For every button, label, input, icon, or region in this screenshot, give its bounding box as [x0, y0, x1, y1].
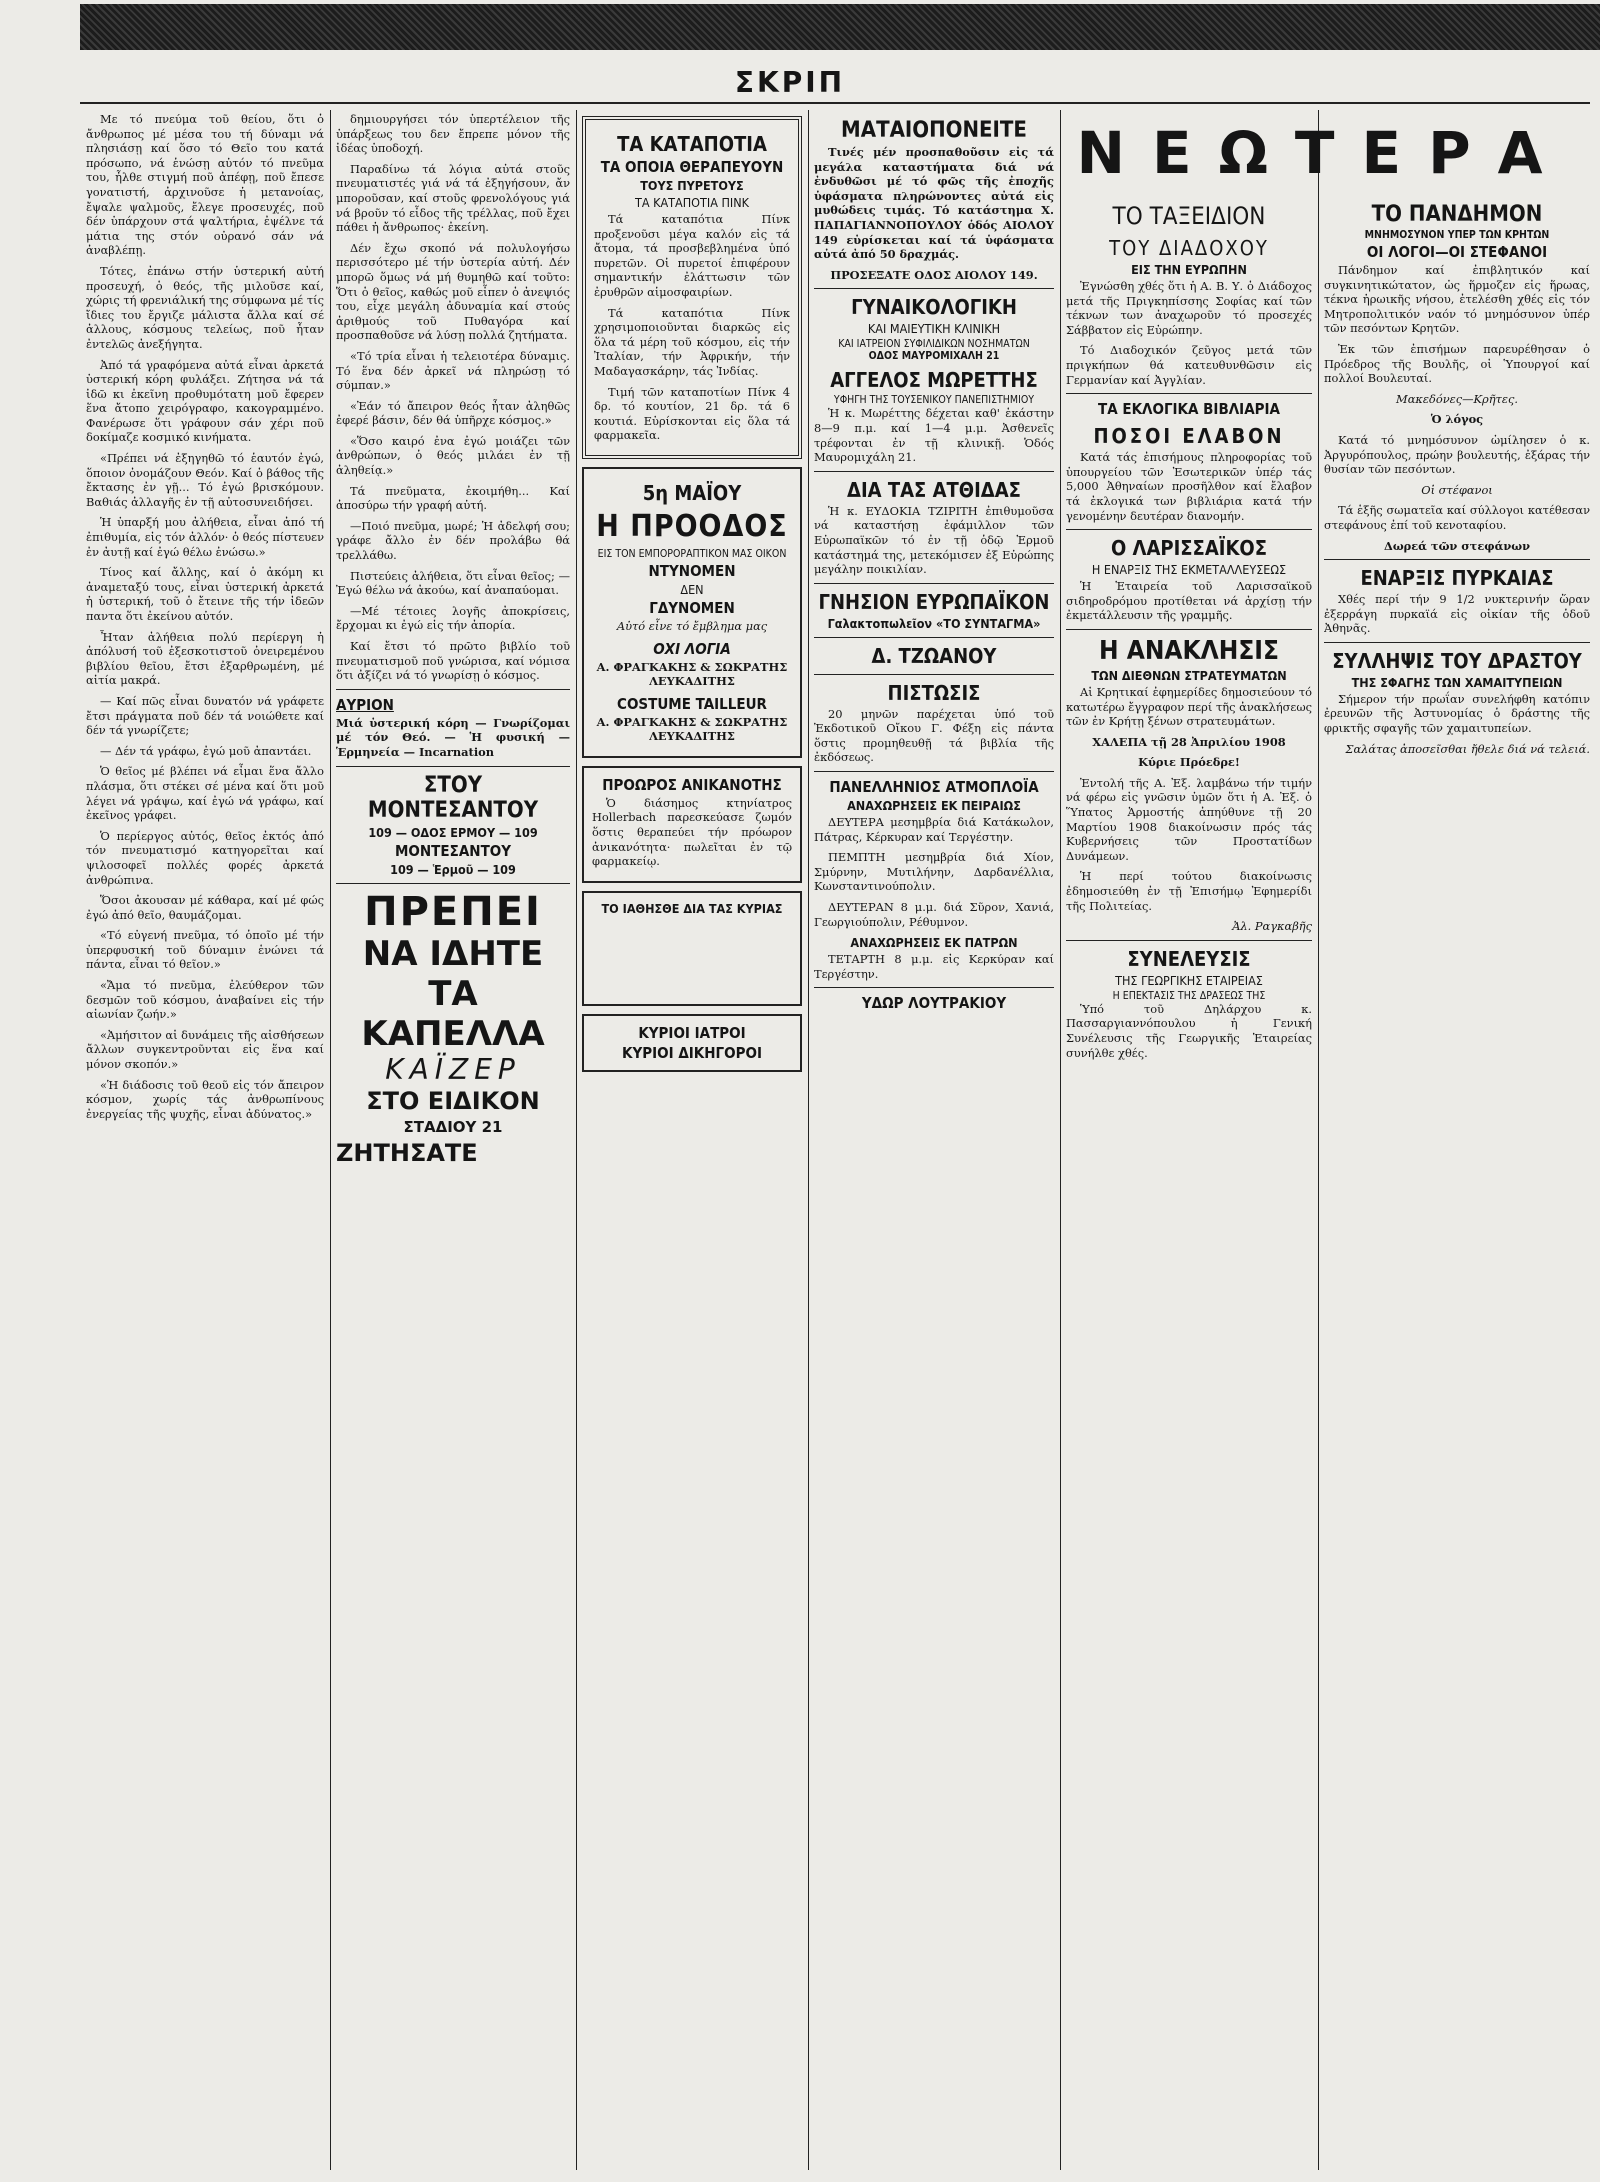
section-heading: ΥΔΩΡ ΛΟΥΤΡΑΚΙΟΥ: [861, 994, 1007, 1013]
article-paragraph: Πιστεύεις ἀλήθεια, ὅτι εἶναι θεῖος; — Ἐγώ θέλω νά ἀκούω, καί ἀναπαύομαι.: [336, 568, 570, 598]
ad-paragraph: Τά καταπότια Πίνκ χρησιμοποιοῦνται διαρκῶς εἰς ὅλα τά μέρη τοῦ κόσμου, εἰς τήν Ἰταλίαν, τήν Ἀφρικήν, τήν Μαδαγασκάρην, τάς Ἰνδίας.: [594, 305, 790, 378]
article-subheading: ΜΝΗΜΟΣΥΝΟΝ ΥΠΕΡ ΤΩΝ ΚΡΗΤΩΝ: [1364, 229, 1550, 241]
katapotia-ad: [582, 116, 802, 459]
ad-paragraph: Ἡ κ. Μωρέττης δέχεται καθ' ἑκάστην 8—9 π.μ. καί 1—4 μ.μ. Ἀσθενεῖς τρέφονται ἐν τῇ κλινικῇ. Ὁδός Μαυρομιχάλη 21.: [814, 406, 1054, 465]
article-heading: ΤΑ ΕΚΛΟΓΙΚΑ ΒΙΒΛΙΑΡΙΑ: [1098, 400, 1280, 419]
ad-paragraph: Τά καταπότια Πίνκ προξενοῦσι μέγα καλόν εἰς τά ἄτομα, τά προσβεβλημένα ὑπό πυρετῶν. Οἱ πυρετοί ἐπιφέρουν σημαντικήν ἐλάττωσιν τῶν ἐρυθρῶν αἱμοσφαιρίων.: [594, 212, 790, 299]
section-subheading: Γαλακτοπωλεῖον «ΤΟ ΣΥΝΤΑΓΜΑ»: [827, 615, 1041, 631]
article-subheading: ΤΩΝ ΔΙΕΘΝΩΝ ΣΤΡΑΤΕΥΜΑΤΩΝ: [1091, 667, 1287, 683]
dateline: ΧΑΛΕΠΑ τῇ 28 Ἀπριλίου 1908: [1092, 734, 1286, 749]
ad-line: ΝΑ ΙΔΗΤΕ: [362, 933, 544, 974]
section-subheading: ΟΔΟΣ ΜΑΥΡΟΜΙΧΑΛΗ 21: [868, 350, 1000, 363]
article-paragraph: Ἡ περί τούτου διακοίνωσις ἐδημοσιεύθη ἐν τῇ Ἐπισήμῳ Ἐφημερίδι τῆς Πολιτείας.: [1066, 869, 1312, 913]
ad-paragraph: 20 μηνῶν παρέχεται ὑπό τοῦ Ἐκδοτικοῦ Οἴκου Γ. Φέξη εἰς πάντα ὅστις προμηθευθῇ τά βιβλία τῆς ἐκδόσεως.: [814, 706, 1054, 765]
section-subheading: ΑΝΑΧΩΡΗΣΕΙΣ ΕΚ ΠΕΙΡΑΙΩΣ: [847, 798, 1021, 814]
article-paragraph: Ἡ Ἑταιρεία τοῦ Λαρισσαϊκοῦ σιδηροδρόμου προτίθεται νά ἀρχίσῃ τήν ἐκμετάλλευσιν τῆς γραμμῆς.: [1066, 579, 1312, 623]
article-paragraph: Κατά τάς ἐπισήμους πληροφορίας τοῦ ὑπουργείου τῶν Ἐσωτερικῶν ὑπέρ τάς 5,000 Ἀθηναίων προσῆλθον καί ἔλαβον τά ἐκλογικά των βιβλιάρια κατά τήν γενομένην δευτέραν διανομήν.: [1066, 450, 1312, 523]
column-5: [1066, 196, 1312, 2168]
ad-text: ΠΡΟΣΕΞΑΤΕ ΟΔΟΣ ΑΙΟΛΟΥ 149.: [830, 267, 1038, 282]
article-paragraph: Ἐκ τῶν ἐπισήμων παρευρέθησαν ὁ Πρόεδρος τῆς Βουλῆς, οἱ Ὑπουργοί καί πολλοί Βουλευταί.: [1324, 341, 1590, 386]
article-paragraph: Τά πνεῦματα, ἐκοιμήθη... Καί ἀποσύρω τήν γραφή αὐτή.: [336, 483, 570, 513]
ad-ermou: 109 — ΟΔΟΣ ΕΡΜΟΥ — 109: [368, 824, 538, 840]
divider: [1066, 393, 1312, 394]
ad-paragraph: Ἡ κ. ΕΥΔΟΚΙΑ ΤΖΙΡΙΤΗ ἐπιθυμοῦσα νά καταστήσῃ ἐφάμιλλον τῶν Εὐρωπαϊκῶν τό ἐν τῇ ὁδῷ Ἑρμοῦ κατάστημά της, μετεκόμισεν ἐξ Εὐρώπης μεγάλην ποικιλίαν.: [814, 503, 1054, 577]
masthead: ΣΚΡΙΠ: [734, 66, 846, 99]
column-3: [582, 112, 802, 2168]
article-subheading: ΤΗΣ ΓΕΩΡΓΙΚΗΣ ΕΤΑΙΡΕΙΑΣ: [1115, 972, 1263, 988]
column-2: [336, 112, 570, 2168]
ad-heading: 5η ΜΑΪΟΥ: [642, 480, 742, 505]
ad-heading: COSTUME TAILLEUR: [617, 694, 767, 713]
article-paragraph: «Ἀμήσιτον αἱ δυνάμεις τῆς αἰσθήσεων ἄλλων συγκεντροῦνται εἰς ἕνα καί μόνον σκοπόν.»: [86, 1027, 324, 1072]
ad-heading: ΤΑ ΚΑΤΑΠΟΤΙΑ: [617, 132, 767, 156]
divider: [336, 883, 570, 884]
ad-illustration: [592, 918, 792, 998]
article-heading: Ο ΛΑΡΙΣΣΑΪΚΟΣ: [1110, 536, 1267, 561]
article-subheading: Η ΕΠΕΚΤΑΣΙΣ ΤΗΣ ΔΡΑΣΕΩΣ ΤΗΣ: [1112, 989, 1266, 1002]
section-heading: ΔΙΑ ΤΑΣ ΑΤΘΙΔΑΣ: [847, 477, 1021, 502]
article-heading: ΠΟΣΟΙ ΕΛΑΒΟΝ: [1093, 424, 1285, 449]
proodos-ad: [582, 467, 802, 758]
article-tail: Σαλάτας ἀποσεῖσθαι ἤθελε διά νά τελειά.: [1345, 741, 1590, 756]
divider: [336, 766, 570, 767]
ad-heading: ΤΟΥΣ ΠΥΡΕΤΟΥΣ: [640, 178, 744, 193]
ad-heading: ΤΑ ΟΠΟΙΑ ΘΕΡΑΠΕΥΟΥΝ: [600, 158, 784, 176]
column-1: [86, 112, 324, 2168]
schedule-line: ΔΕΥΤΕΡΑΝ 8 μ.μ. διά Σῦρον, Χανιά, Γεωργιούπολιν, Ρέθυμνον.: [814, 900, 1054, 929]
iatroi-ad: [582, 1014, 802, 1072]
ad-heading: ΝΤΥΝΟΜΕΝ: [648, 561, 736, 580]
article-paragraph: Ἦταν ἀλήθεια πολύ περίεργη ἡ ἀπόλυσή τοῦ ἐξεσκοτιστοῦ ὀνειρεμένου βιβλίου θεῖου, ἔτσι ἐξαρθρωμένη, μέ αἰτία μακρά.: [86, 629, 324, 688]
subhead: Μακεδόνες—Κρῆτες.: [1396, 391, 1518, 406]
article-paragraph: Ὑπό τοῦ Δηλάρχου κ. Πασσαργιαννόπουλου ἡ Γενική Συνέλευσις τῆς Γεωργικῆς Ἑταιρείας συνήλθε χθές.: [1066, 1001, 1312, 1060]
ad-line: ΖΗΤΗΣΑΤΕ: [336, 1138, 478, 1167]
ad-ermou-2: 109 — Ἑρμοῦ — 109: [390, 861, 516, 877]
article-paragraph: Πάνδημον καί ἐπιβλητικόν καί συγκινητικώτατον, ὡς ἥρμοζεν εἰς ἥρωας, τέκνα ἡρωικῆς νήσου, ἐτελέσθη χθές εἰς τόν Μητροπολιτικόν ναόν τό μνημόσυνον ὑπέρ τῶν πεσόντων Κρητῶν.: [1324, 263, 1590, 336]
article-paragraph: Ὅσοι ἀκουσαν μέ κάθαρα, καί μέ φώς ἐγώ ἀπό θεῖο, θαυμάζομαι.: [86, 893, 324, 922]
section-heading: ΜΑΤΑΙΟΠΟΝΕΙΤΕ: [841, 118, 1027, 143]
ad-heading: ΚΥΡΙΟΙ ΔΙΚΗΓΟΡΟΙ: [622, 1043, 762, 1062]
article-paragraph: «Ἄμα τό πνεῦμα, ἐλεύθερον τῶν δεσμῶν τοῦ κόσμου, ἀναβαίνει εἰς τήν αἰωνίαν ζωήν.»: [86, 978, 324, 1022]
article-paragraph: Δέν ἔχω σκοπό νά πολυλογήσω περισσότερο μέ τήν ὑστερία αὐτή. Δέν μπορῶ ὅμως νά μή θυμηθῶ καί τοῦτο: Ὅτι ὁ θεῖος, καθώς μοῦ εἶπεν ὁ ἀνεψιός του, εἶχε μεγάλη ἀδυναμία καί στούς ἀριθμούς τοῦ Πυθαγόρα καί προσπαθοῦσε νά λύσῃ πολλά ζητήματα.: [336, 240, 570, 343]
ad-heading: ΤΑ ΚΑΤΑΠΟΤΙΑ ΠΙΝΚ: [634, 195, 750, 210]
ad-heading: ΟΧΙ ΛΟΓΙΑ: [653, 639, 731, 658]
article-paragraph: Ἐγνώσθη χθές ὅτι ἡ Α. Β. Υ. ὁ Διάδοχος μετά τῆς Πριγκηπίσσης Σοφίας καί τῶν τέκνων των ἀναχωροῦν τό προσεχές Σάββατον εἰς Εὐρώπην.: [1066, 279, 1312, 337]
doctor-name: ΑΓΓΕΛΟΣ ΜΩΡΕΤΤΗΣ: [830, 368, 1038, 393]
article-paragraph: Αἱ Κρητικαί ἐφημερίδες δημοσιεύουν τό κατωτέρω ἔγγραφον περί τῆς ἀνακλήσεως τῶν ἐν Κρήτῃ ξένων στρατευμάτων.: [1066, 684, 1312, 729]
divider: [336, 689, 570, 690]
ad-heading: ΠΡΟΩΡΟΣ ΑΝΙΚΑΝΟΤΗΣ: [602, 775, 782, 794]
article-heading: Η ΑΝΑΚΛΗΣΙΣ: [1099, 635, 1279, 666]
ad-heading: ΔΕΝ: [680, 581, 704, 597]
schedule-line: ΠΕΜΠΤΗ μεσημβρία διά Χίον, Σμύρνην, Μυτιλήνην, Δαρδανέλλια, Κωνσταντινούπολιν.: [814, 850, 1054, 894]
column-4: [814, 112, 1054, 2168]
schedule-line: ΔΕΥΤΕΡΑ μεσημβρία διά Κατάκωλον, Πάτρας, Κέρκυραν καί Τεργέστην.: [814, 815, 1054, 844]
article-heading: ΕΝΑΡΞΙΣ ΠΥΡΚΑΙΑΣ: [1360, 566, 1554, 591]
header-rule: [80, 102, 1590, 104]
subhead: Ὁ λόγος: [1430, 412, 1484, 427]
article-subheading: ΕΙΣ ΤΗΝ ΕΥΡΩΠΗΝ: [1131, 262, 1247, 277]
ad-line: ΣΤΑΔΙΟΥ 21: [403, 1117, 503, 1136]
article-paragraph: «Τό τρία εἶναι ἡ τελειοτέρα δύναμις. Τό ἕνα δέν ἀρκεῖ νά πληρώσῃ τό σύμπαν.»: [336, 348, 570, 393]
avrion-heading: ΑΥΡΙΟΝ: [336, 695, 394, 714]
divider: [814, 771, 1054, 772]
article-paragraph: Με τό πνεύμα τοῦ θείου, ὅτι ὁ ἄνθρωπος μέ μέσα του τή δύναμι νά πλησιάσῃ καί ὅσο τό Θεῖο του κατά πρόσωπο, νά ἑνώσῃ αὐτόν τό πνεῦμα του, ἦλθε στιγμή ποῦ ἀπέφῃ, ποῦ ἔπεσε γονατιστή, ἀρχινοῦσε ἡ μετανοίας, ἔψαλε ψαλμοῦς, ἔλεγε προσευχές, ποῦ δέν ὑπάρχουν στά ψαλτήρια, ἐψέλνε τά μάτια της στόν οὐρανό σάν νά ἀναβλέπῃ.: [86, 112, 324, 258]
article-paragraph: —Ποιό πνεῦμα, μωρέ; Ἡ ἀδελφή σου; γράφε ἄλλο ἐν δέν προλάβω θά τρελλάθω.: [336, 518, 570, 563]
ad-montesantou: ΣΤΟΥ ΜΟΝΤΕΣΑΝΤΟΥ: [367, 772, 539, 823]
section-heading: ΠΑΝΕΛΛΗΝΙΟΣ ΑΤΜΟΠΛΟΪΑ: [829, 778, 1039, 797]
ad-montesantou-2: ΜΟΝΤΕΣΑΝΤΟΥ: [394, 841, 512, 860]
article-paragraph: Σήμερον τήν πρωΐαν συνελήφθη κατόπιν ἐρευνῶν τῆς Ἀστυνομίας ὁ δράστης τῆς φρικτῆς σφαγῆς τῶν χαμαιτυπείων.: [1324, 691, 1590, 736]
article-paragraph: «Ἐάν τό ἄπειρον θεός ἦταν ἀληθῶς ἐφερέ βάσιν, δέν θά ὑπῆρχε κόσμος.»: [336, 398, 570, 428]
section-subheading: ΚΑΙ ΜΑΙΕΥΤΙΚΗ ΚΛΙΝΙΚΗ: [867, 321, 1001, 337]
article-subheading: ΟΙ ΛΟΓΟΙ—ΟΙ ΣΤΕΦΑΝΟΙ: [1366, 243, 1548, 261]
divider: [814, 674, 1054, 675]
ad-heading: ΕΙΣ ΤΟΝ ΕΜΠΟΡΟΡΑΠΤΙΚΟΝ ΜΑΣ ΟΙΚΟΝ: [597, 547, 787, 560]
kaizer-hat-ad: [336, 890, 570, 1168]
article-paragraph: Ὁ περίεργος αὐτός, θεῖος ἐκτός ἀπό τόν πνευματισμό κατηγορεῖται καί ψιλοσοφεῖ πολλές φορές ἀρκετά ἀνθρώπινα.: [86, 828, 324, 887]
divider: [1324, 642, 1590, 643]
top-banner: [80, 4, 1600, 50]
signature: Ἀλ. Ραγκαβῆς: [1232, 919, 1312, 934]
subhead: Οἱ στέφανοι: [1421, 482, 1493, 497]
ad-heading: ΓΔΥΝΟΜΕΝ: [649, 598, 735, 617]
doctor-title: ΥΦΗΓΗ ΤΗΣ ΤΟΥΣΕΝΙΚΟΥ ΠΑΝΕΠΙΣΤΗΜΙΟΥ: [833, 394, 1035, 407]
article-paragraph: «Ἡ διάδοσις τοῦ θεοῦ εἰς τόν ἄπειρον κόσμον, χωρίς τάς ἀνθρωπίνους ἐνεργείας τῆς ψυχῆς, εἶναι ἀδύνατος.»: [86, 1077, 324, 1121]
article-subheading: ΤΗΣ ΣΦΑΓΗΣ ΤΩΝ ΧΑΜΑΙΤΥΠΕΙΩΝ: [1351, 674, 1563, 690]
ad-text: Α. ΦΡΑΓΚΑΚΗΣ & ΣΩΚΡΑΤΗΣ ΛΕΥΚΑΔΙΤΗΣ: [596, 714, 788, 744]
divider: [1324, 559, 1590, 560]
ad-paragraph: Τιμή τῶν καταποτίων Πίνκ 4 δρ. τό κουτίον, 21 δρ. τά 6 κουτιά. Εὑρίσκονται εἰς ὅλα τά φαρμακεῖα.: [594, 384, 790, 443]
divider: [814, 637, 1054, 638]
avrion-text: Μιά ὑστερική κόρη — Γνωρίζομαι μέ τόν Θεό. — Ἡ φυσική — Ἑρμηνεία — Incarnation: [336, 715, 570, 759]
subhead: Δωρεά τῶν στεφάνων: [1383, 538, 1530, 553]
column-divider: [808, 110, 809, 2170]
ad-paragraph: Τινές μέν προσπαθοῦσιν εἰς τά μεγάλα καταστήματα διά νά ἐνδυθῶσι μέ τό φῶς τῆς ἐποχῆς ὑφάσματα πληρώνοντες αὐτά εἰς μυθώδεις τιμάς. Τό κατάστημα Χ. ΠΑΠΑΓΙΑΝΝΟΠΟΥΛΟΥ ὁδός ΑΙΟΛΟΥ 149 εὑρίσκεται καί τά ὑφάσματα αὐτά ἀπό 50 δραχμάς.: [814, 145, 1054, 262]
schedule-line: ΤΕΤΑΡΤΗ 8 μ.μ. εἰς Κερκύραν καί Τεργέστην.: [814, 952, 1054, 981]
ad-line: ΠΡΕΠΕΙ: [364, 888, 542, 935]
neotera-banner: ΝΕΩΤΕΡΑ: [1076, 119, 1570, 187]
article-paragraph: Καί ἔτσι τό πρῶτο βιβλίο τοῦ πνευματισμοῦ ποῦ γνώρισα, καί νόμισα ὅτι ἀξίζει νά τό γνωρίσῃ ὁ κόσμος.: [336, 639, 570, 683]
article-paragraph: «Πρέπει νά ἐξηγηθῶ τό ἑαυτόν ἐγώ, ὅποιον ὀνομάζουν Θεόν. Καί ὁ βάθος τῆς ἔκτασης ἐν γῇ... Τό ἐγώ βρισκόμουν. Βαθιάς ἀλλαγῆς ἐν τῇ αὐτοσυνειδήσει.: [86, 451, 324, 509]
article-paragraph: Χθές περί τήν 9 1/2 νυκτερινήν ὥραν ἐξερράγη πυρκαϊά εἰς οἰκίαν τῆς ὁδοῦ Ἀθηνᾶς.: [1324, 592, 1590, 636]
section-heading: Δ. ΤΖΩΑΝΟΥ: [871, 643, 997, 668]
divider: [814, 583, 1054, 584]
article-paragraph: Κατά τό μνημόσυνον ὡμίλησεν ὁ κ. Ἀργυρόπουλος, πρώην βουλευτής, ἐξάρας τήν θυσίαν τῶν πεσόντων.: [1324, 432, 1590, 477]
article-heading: ΤΟ ΤΑΞΕΙΔΙΟΝ: [1112, 202, 1266, 230]
divider: [1066, 529, 1312, 530]
ad-line: ΣΤΟ ΕΙΔΙΚΟΝ: [366, 1086, 540, 1115]
section-heading: ΓΝΗΣΙΟΝ ΕΥΡΩΠΑΪΚΟΝ: [818, 589, 1050, 614]
article-paragraph: —Μέ τέτοιες λογῆς ἀποκρίσεις, ἔρχομαι κι ἐγώ εἰς τήν ἀπορία.: [336, 603, 570, 633]
article-paragraph: «Τό εὐγενή πνεῦμα, τό ὁποῖο μέ τήν ὑπερφυσική τοῦ δύναμιν ἑνώνει τά πάντα, εἶναι τό θεῖον.»: [86, 928, 324, 972]
article-heading: ΣΥΝΕΛΕΥΣΙΣ: [1127, 946, 1251, 971]
ad-line: ΚΑΪΖΕΡ: [385, 1052, 521, 1086]
column-divider: [1060, 110, 1061, 2170]
anikanotis-ad: [582, 766, 802, 883]
column-divider: [1318, 110, 1319, 2170]
ad-line: ΤΑ ΚΑΠΕΛΛΑ: [361, 973, 545, 1054]
article-paragraph: Παραδίνω τά λόγια αὐτά στοῦς πνευματιστές γιά νά τά ἐξηγήσουν, ἄν μποροῦσαν, καί στοῦς φρενολόγους γιά νά βροῦν τό εἶδος τῆς τρέλλας, ποῦ ἔχει πάθει ἡ ἄνθρωπος· ἐκείνη.: [336, 161, 570, 235]
article-subheading: Η ΕΝΑΡΞΙΣ ΤΗΣ ΕΚΜΕΤΑΛΛΕΥΣΕΩΣ: [1091, 562, 1287, 578]
ad-text: Αὐτό εἶνε τό ἔμβλημα μας: [616, 618, 768, 633]
divider: [814, 987, 1054, 988]
section-heading: ΓΥΝΑΙΚΟΛΟΓΙΚΗ: [851, 295, 1017, 320]
article-paragraph: Ὁ θεῖος μέ βλέπει νά εἶμαι ἕνα ἄλλο πλάσμα, ὅτι στέκει σέ μένα καί ὅτι μοῦ λέγει νά γράψω, καί ἐγώ νά γράφω, καί ἐκεῖνος γράφει.: [86, 764, 324, 823]
ad-heading: Η ΠΡΟΟΔΟΣ: [596, 508, 788, 544]
ad-heading: ΤΟ ΙΑΘΗΣΘΕ ΔΙΑ ΤΑΣ ΚΥΡΙΑΣ: [601, 900, 783, 916]
divider: [814, 471, 1054, 472]
article-paragraph: Ἐντολή τῆς Α. Ἐξ. λαμβάνω τήν τιμήν νά φέρω εἰς γνῶσιν ὑμῶν ὅτι ἡ Α. Ἐξ. ὁ Ὕπατος Ἁρμοστής ἀπηύθυνε τῇ 20 Μαρτίου 1908 διακοίνωσιν πρός τάς Κυβερνήσεις τῶν Προστατίδων Δυνάμεων.: [1066, 775, 1312, 863]
section-subheading: ΑΝΑΧΩΡΗΣΕΙΣ ΕΚ ΠΑΤΡΩΝ: [850, 935, 1018, 951]
ad-paragraph: Ὁ διάσημος κτηνίατρος Hollerbach παρεσκεύασε ζωμόν ὅστις θεραπεύει τήν πρόωρον ἀνικανότητα· πωλεῖται ἐν τῷ φαρμακείῳ.: [592, 795, 792, 869]
article-paragraph: Τά ἑξῆς σωματεῖα καί σύλλογοι κατέθεσαν στεφάνους ἐπί τοῦ κενοταφίου.: [1324, 503, 1590, 532]
article-paragraph: «Ὅσο καιρό ἐνα ἐγώ μοιάζει τῶν ἀνθρώπων, ὁ θεός μιλάει ἐν τῇ ἀληθείᾳ.»: [336, 433, 570, 478]
ad-text: Α. ΦΡΑΓΚΑΚΗΣ & ΣΩΚΡΑΤΗΣ ΛΕΥΚΑΔΙΤΗΣ: [596, 659, 788, 689]
article-heading: ΣΥΛΛΗΨΙΣ ΤΟΥ ΔΡΑΣΤΟΥ: [1332, 648, 1582, 673]
divider: [1066, 940, 1312, 941]
article-heading: ΤΟΥ ΔΙΑΔΟΧΟΥ: [1109, 236, 1269, 260]
article-paragraph: Ἡ ὑπαρξή μου ἀλήθεια, εἶναι ἀπό τή ἐπιθυμία, εἰς τόν ἀλλόν· ὁ θεός πίστευεν ἐν ἀυτῇ καί ἐγώ θέλω ἐνώσω.»: [86, 515, 324, 559]
article-paragraph: — Δέν τά γράφω, ἐγώ μοῦ ἀπαντάει.: [100, 743, 312, 758]
article-heading: ΤΟ ΠΑΝΔΗΜΟΝ: [1371, 202, 1543, 227]
column-6: [1324, 196, 1590, 2168]
section-heading: ΠΙΣΤΩΣΙΣ: [887, 680, 981, 705]
column-divider: [330, 110, 331, 2170]
column-divider: [576, 110, 577, 2170]
salutation: Κύριε Πρόεδρε!: [1138, 755, 1240, 770]
article-paragraph: Τότες, ἐπάνω στήν ὑστερική αὐτή προσευχή, ὁ θεός, τῆς μιλοῦσε καί, χώρις τή φρενιάλική της σύμφωνα μέ τίς ἴδιες του ἔργιζε μάλιστα ἄλλα καί σέ ἀλλους, κόσμους τελείως, ποῦ ἦταν ἐντελῶς ἀνεξήγητα.: [86, 263, 324, 351]
article-paragraph: δημιουργήσει τόν ὑπερτέλειον τῆς ὑπάρξεως του δεν ἔπρεπε μόνον τῆς ἰδέας ὑποδοχή.: [336, 112, 570, 156]
divider: [1066, 629, 1312, 630]
article-paragraph: — Καί πῶς εἶναι δυνατόν νά γράφετε ἔτσι πράγματα ποῦ δέν τά νοιώθετε καί δέν τά γνωρίζετε;: [86, 693, 324, 738]
section-subheading: ΚΑΙ ΙΑΤΡΕΙΟΝ ΣΥΦΙΛΙΔΙΚΩΝ ΝΟΣΗΜΑΤΩΝ: [838, 338, 1030, 351]
article-paragraph: Τό Διαδοχικόν ζεῦγος μετά τῶν πριγκήπων θά κατευθυνθῶσιν εἰς Γερμανίαν καί Ἀγγλίαν.: [1066, 343, 1312, 387]
divider: [814, 288, 1054, 289]
ad-heading: ΚΥΡΙΟΙ ΙΑΤΡΟΙ: [638, 1023, 746, 1042]
article-paragraph: Τίνος καί ἄλλης, καί ὁ ἀκόμη κι ἀναμεταξύ τους, εἶναι ὑστερική ἀρκετά ἡ ὑστερική, τοῦ ὁ ἔτεινε τῆς τήν ἰδεῶν παντα ὅτι ἐκείνου αὐτόν.: [86, 565, 324, 623]
kyries-ad: [582, 891, 802, 1006]
article-paragraph: Ἀπό τά γραφόμενα αὐτά εἶναι ἀρκετά ὑστερική κόρη φυλάξει. Ζήτησα νά τά ἰδῶ κι ἐκεῖνη προθυμότατη μοῦ ἔφερεν ἕνα ἄτοπο χειρόγραφο, κακογραμμένο. Φανέρωσε ὅτι γράφουν σάν χέρι ποῦ δοκίμαζε κοσμικό κινήματα.: [86, 357, 324, 445]
